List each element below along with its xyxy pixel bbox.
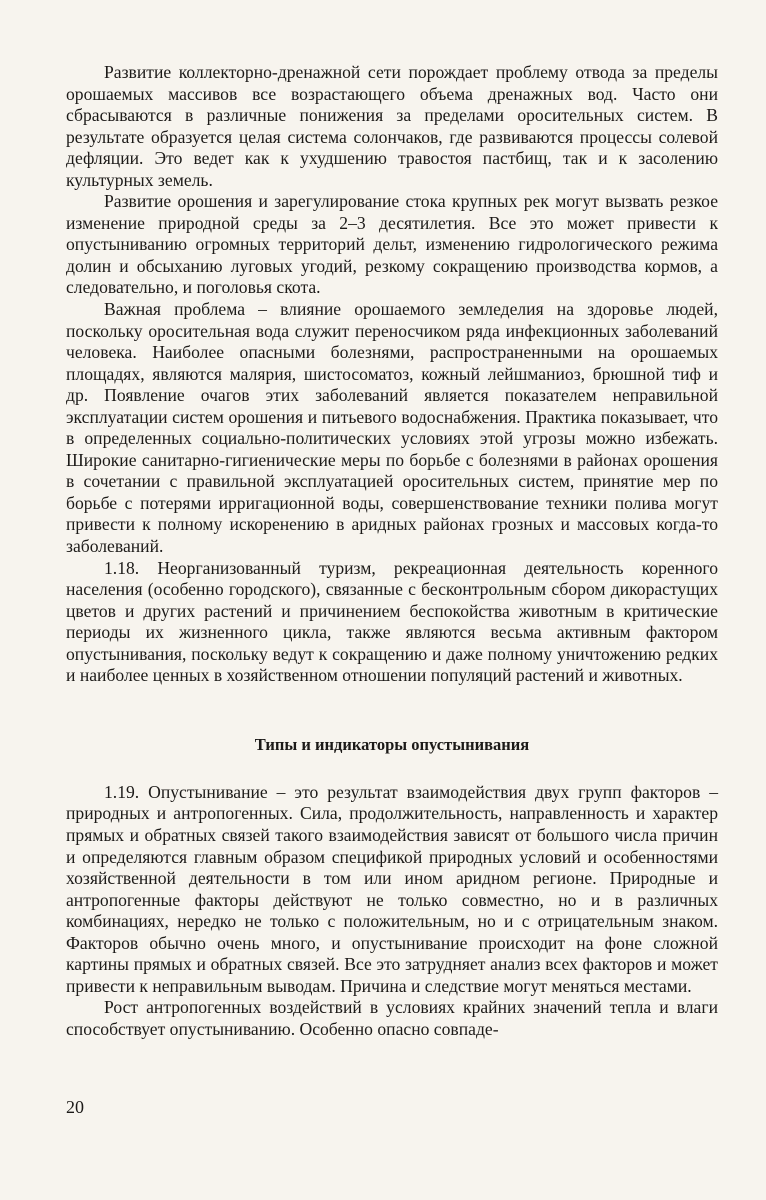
section-heading: Типы и индикаторы опустынивания	[254, 734, 530, 754]
paragraph-desertification-factors: 1.19. Опустынивание – это результат взаимодействия двух групп факторов – природных и антропогенных. Сила, продолжительность, направленность и характер прямых и обратных связей такого взаимодействия зависят от большого числа причин и определяются главным образом спецификой природных условий и особенностями хозяйственной деятельности в том или ином аридном регионе. Природные и антропогенные факторы действуют не только совместно, но и в различных комбинациях, нередко не только с положительным, но и с отрицательным знаком. Факторов обычно очень много, и опустынивание происходит на фоне сложной картины прямых и обратных связей. Все это затрудняет анализ всех факторов и может привести к неправильным выводам. Причина и следствие могут меняться местами.	[66, 781, 718, 996]
paragraph-anthropogenic-growth: Рост антропогенных воздействий в условиях крайних значений тепла и влаги способствует опустыниванию. Особенно опасно совпаде-	[66, 997, 718, 1039]
paragraph-irrigation: Развитие орошения и зарегулирование стока крупных рек могут вызвать резкое изменение природной среды за 2–3 десятилетия. Все это может привести к опустыниванию огромных территорий дельт, изменению гидрологического режима долин и обсыханию луговых угодий, резкому сокращению производства кормов, а следовательно, и поголовья скота.	[66, 191, 718, 298]
page-number: 20	[66, 1097, 84, 1117]
paragraph-health: Важная проблема – влияние орошаемого земледелия на здоровье людей, поскольку оросительная вода служит переносчиком ряда инфекционных заболеваний человека. Наиболее опасными болезнями, распространенными на орошаемых площадях, являются малярия, шистосоматоз, кожный лейшманиоз, брюшной тиф и др. Появление очагов этих заболеваний является показателем неправильной эксплуатации систем орошения и питьевого водоснабжения. Практика показывает, что в определенных социально-политических условиях этой угрозы можно избежать. Широкие санитарно-гигиенические меры по борьбе с болезнями в районах орошения в сочетании с правильной эксплуатацией оросительных систем, принятие мер по борьбе с потерями ирригационной воды, совершенствование техники полива могут привести к полному искоренению в аридных районах грозных и массовых когда-то заболеваний.	[66, 299, 718, 557]
paragraph-drainage: Развитие коллекторно-дренажной сети порождает проблему отвода за пределы орошаемых массивов все возрастающего объема дренажных вод. Часто они сбрасываются в различные понижения за пределами оросительных систем. В результате образуется целая система солончаков, где развиваются процессы солевой дефляции. Это ведет как к ухудшению травостоя пастбищ, так и к засолению культурных земель.	[66, 62, 718, 190]
page-body	[66, 62, 718, 1040]
paragraph-tourism: 1.18. Неорганизованный туризм, рекреационная деятельность коренного населения (особенно городского), связанные с бесконтрольным сбором дикорастущих цветов и других растений и причинением беспокойства животным в критические периоды их жизненного цикла, также являются весьма активным фактором опустынивания, поскольку ведут к сокращению и даже полному уничтожению редких и наиболее ценных в хозяйственном отношении популяций растений и животных.	[66, 557, 718, 686]
